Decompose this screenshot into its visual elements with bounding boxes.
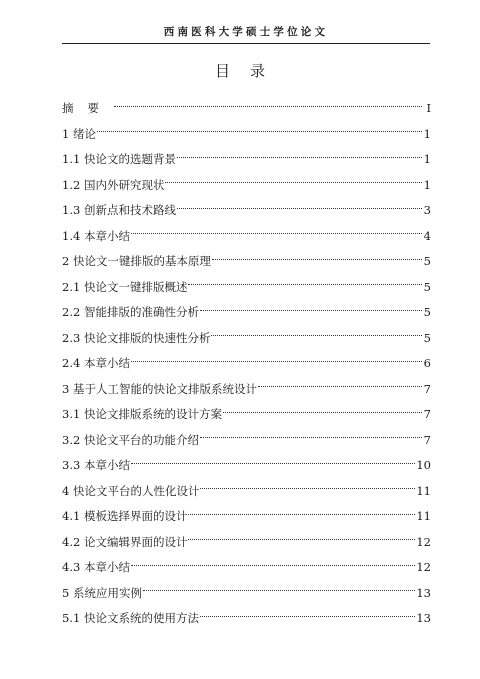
toc-entry-label: 2.3 快论文排版的快速性分析 bbox=[62, 330, 211, 345]
toc-entry[interactable] bbox=[62, 428, 431, 454]
toc-entry-label: 3.3 本章小结 bbox=[62, 458, 130, 472]
toc-entry[interactable] bbox=[62, 377, 431, 403]
toc-entry-page: 1 bbox=[423, 126, 431, 141]
running-header: 西南医科大学硕士学位论文 bbox=[163, 26, 329, 38]
toc-entry-page: 3 bbox=[423, 203, 431, 217]
toc-entry[interactable] bbox=[62, 198, 431, 224]
toc-entry-page: 1 bbox=[423, 177, 431, 192]
toc-entry-label: 1 绪论 bbox=[62, 126, 96, 141]
toc-leader-dots bbox=[200, 615, 415, 617]
toc-entry-label: 4.1 模板选择界面的设计 bbox=[62, 509, 188, 523]
toc-leader-dots bbox=[212, 258, 422, 260]
toc-entry-label: 5 系统应用实例 bbox=[62, 585, 142, 600]
toc-entry[interactable] bbox=[62, 173, 431, 199]
toc-entry-label: 4 快论文平台的人性化设计 bbox=[62, 483, 200, 498]
toc-entry-label: 1.4 本章小结 bbox=[62, 228, 130, 243]
toc-entry[interactable] bbox=[62, 479, 431, 505]
toc-entry-label: 1.3 创新点和技术路线 bbox=[62, 203, 176, 217]
toc-leader-dots bbox=[131, 462, 415, 464]
toc-entry-label: 1.1 快论文的选题背景 bbox=[62, 152, 176, 166]
toc-entry-page: 5 bbox=[423, 305, 431, 319]
toc-list bbox=[62, 96, 431, 632]
toc-leader-dots bbox=[97, 130, 422, 132]
toc-entry[interactable] bbox=[62, 402, 431, 428]
toc-leader-dots bbox=[165, 181, 422, 183]
toc-entry-label: 4.2 论文编辑界面的设计 bbox=[62, 534, 188, 549]
toc-entry-page: 12 bbox=[416, 534, 431, 549]
toc-leader-dots bbox=[258, 385, 422, 387]
toc-entry-page: 5 bbox=[423, 254, 431, 268]
toc-entry-page: 4 bbox=[423, 228, 431, 243]
toc-entry-page: 1 bbox=[423, 152, 431, 166]
toc-leader-dots bbox=[188, 513, 415, 515]
toc-leader-dots bbox=[177, 156, 422, 158]
toc-entry-label: 2.2 智能排版的准确性分析 bbox=[62, 305, 199, 319]
toc-leader-dots bbox=[114, 105, 422, 107]
toc-leader-dots bbox=[143, 589, 415, 591]
toc-entry[interactable] bbox=[62, 606, 431, 632]
toc-leader-dots bbox=[223, 411, 422, 413]
toc-entry-label: 3 基于人工智能的快论文排版系统设计 bbox=[62, 381, 257, 396]
toc-leader-dots bbox=[200, 436, 422, 438]
toc-leader-dots bbox=[200, 309, 422, 311]
toc-entry-label: 2.4 本章小结 bbox=[62, 356, 130, 370]
toc-entry[interactable] bbox=[62, 96, 431, 122]
toc-entry-page: 12 bbox=[416, 560, 431, 574]
toc-entry-page: 11 bbox=[416, 509, 431, 523]
toc-entry-label: 摘要 bbox=[62, 101, 113, 115]
toc-entry[interactable] bbox=[62, 581, 431, 607]
header-rule bbox=[62, 43, 430, 44]
toc-entry-label: 2.1 快论文一键排版概述 bbox=[62, 279, 188, 294]
toc-entry[interactable] bbox=[62, 275, 431, 301]
toc-entry-page: 5 bbox=[423, 330, 431, 345]
toc-entry-page: 11 bbox=[416, 483, 431, 498]
toc-entry-page: 7 bbox=[423, 407, 431, 421]
toc-title: 目录 bbox=[214, 62, 285, 80]
toc-entry[interactable] bbox=[62, 453, 431, 479]
toc-entry-page: 5 bbox=[423, 279, 431, 294]
toc-leader-dots bbox=[188, 283, 422, 285]
toc-leader-dots bbox=[200, 487, 415, 489]
toc-entry-page: 13 bbox=[416, 611, 431, 625]
toc-leader-dots bbox=[131, 564, 415, 566]
toc-leader-dots bbox=[211, 334, 422, 336]
toc-entry[interactable] bbox=[62, 555, 431, 581]
toc-entry-page: 7 bbox=[423, 381, 431, 396]
toc-entry-label: 3.2 快论文平台的功能介绍 bbox=[62, 432, 199, 447]
toc-leader-dots bbox=[131, 360, 422, 362]
toc-entry[interactable] bbox=[62, 147, 431, 173]
toc-entry[interactable] bbox=[62, 530, 431, 556]
toc-leader-dots bbox=[177, 207, 422, 209]
toc-entry[interactable] bbox=[62, 504, 431, 530]
toc-entry[interactable] bbox=[62, 249, 431, 275]
toc-entry-label: 5.1 快论文系统的使用方法 bbox=[62, 611, 199, 625]
toc-entry[interactable] bbox=[62, 326, 431, 352]
toc-entry-label: 4.3 本章小结 bbox=[62, 560, 130, 574]
toc-entry-label: 3.1 快论文排版系统的设计方案 bbox=[62, 407, 222, 421]
toc-entry-page: I bbox=[426, 101, 431, 115]
toc-entry-page: 6 bbox=[423, 356, 431, 370]
toc-entry-page: 10 bbox=[416, 458, 431, 472]
toc-entry-page: 13 bbox=[416, 585, 431, 600]
toc-entry-label: 1.2 国内外研究现状 bbox=[62, 177, 165, 192]
toc-leader-dots bbox=[131, 232, 422, 234]
toc-entry-page: 7 bbox=[423, 432, 431, 447]
toc-entry[interactable] bbox=[62, 224, 431, 250]
toc-entry[interactable] bbox=[62, 122, 431, 148]
toc-leader-dots bbox=[188, 538, 415, 540]
toc-entry[interactable] bbox=[62, 300, 431, 326]
toc-entry-label: 2 快论文一键排版的基本原理 bbox=[62, 254, 211, 268]
toc-entry[interactable] bbox=[62, 351, 431, 377]
